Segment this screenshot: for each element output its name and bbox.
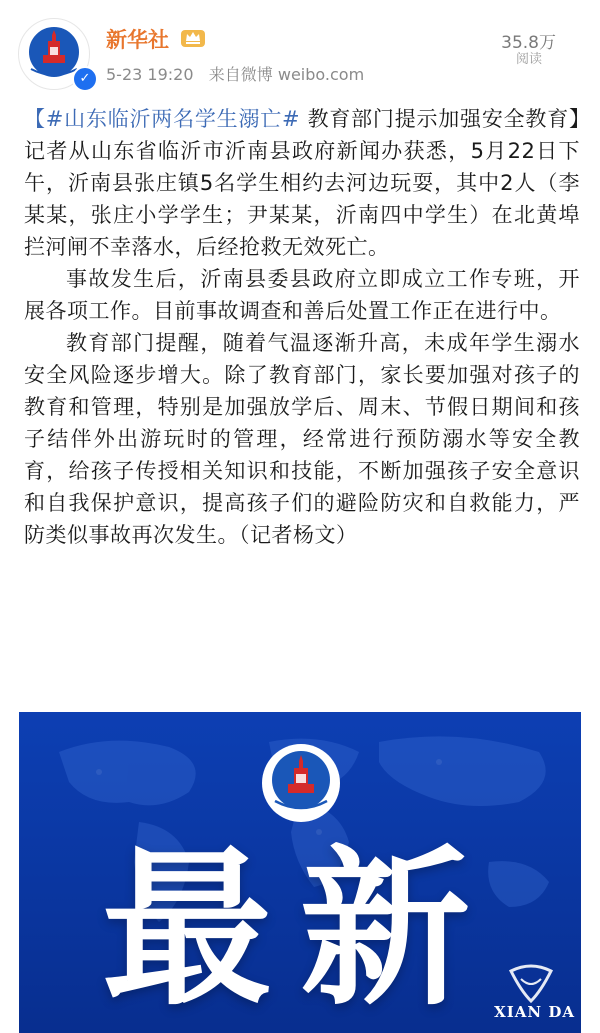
post-header: [0, 0, 600, 100]
hashtag-link[interactable]: 【#山东临沂两名学生溺亡#: [24, 107, 301, 131]
post-meta: [106, 62, 364, 85]
watermark-logo-icon: [481, 961, 581, 1033]
banner-headline: 最新: [101, 831, 498, 1029]
paragraph-3: 教育部门提醒，随着气温逐渐升高，未成年学生溺水安全风险逐步增大。除了教育部门，家长要加强对孩子的教育和管理，特别是加强放学后、周末、节假日期间和孩子结伴外出游玩时的管理，经常进行预防溺水等安全教育，给孩子传授相关知识和技能，不断加强孩子安全意识和自我保护意识，提高孩子们的避险防灾和自救能力，严防类似事故再次发生。（记者杨文）: [24, 331, 580, 547]
paragraph-1-text: 教育部门提示加强安全教育】记者从山东省临沂市沂南县政府新闻办获悉，5月22日下午，沂南县张庄镇5名学生相约去河边玩耍，其中2人（李某某，张庄小学学生；尹某某，沂南四中学生）在北黄埠拦河闸不幸落水，后经抢救无效死亡。: [24, 107, 580, 259]
verified-badge-icon: ✓: [72, 66, 98, 92]
paragraph-2: 事故发生后，沂南县委县政府立即成立工作专班，开展各项工作。目前事故调查和善后处置工作正在进行中。: [24, 267, 580, 323]
username[interactable]: 新华社: [106, 28, 169, 52]
post-body: [24, 103, 580, 551]
paragraph-1: [24, 103, 580, 263]
views-label: 阅读: [515, 52, 542, 67]
post-timestamp: 5-23 19:20: [106, 65, 194, 84]
crown-badge-icon[interactable]: [180, 26, 206, 48]
post-image[interactable]: [19, 712, 581, 1033]
xinhua-logo-icon: [261, 743, 341, 823]
post-source: 来自微博 weibo.com: [208, 65, 365, 84]
views-count: 35.8万: [501, 33, 556, 53]
watermark-text: XIAN DA: [494, 1003, 575, 1021]
